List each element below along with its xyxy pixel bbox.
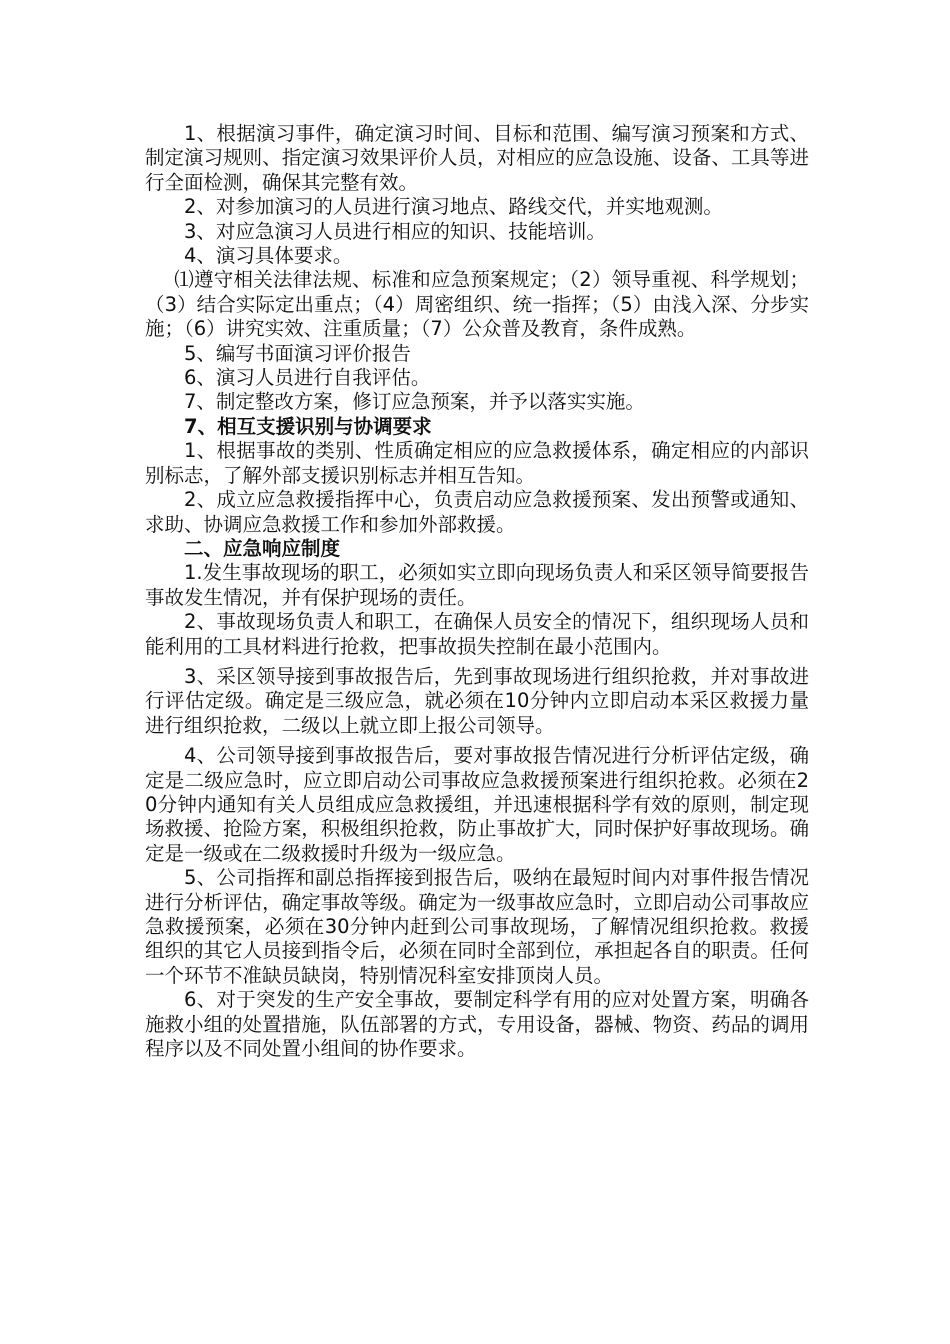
paragraph-17: 5、公司指挥和副总指挥接到报告后，吸纳在最短时间内对事件报告情况进行分析评估，确定事故等级。确定为一级事故应急时，立即启动公司事故应急救援预案，必须在30分钟内赶到公司事故现场，了解情况组织抢救。救援组织的其它人员接到指令后，必须在同时全部到位，承担起各自的职责。任何一个环节不准缺员缺岗，特别情况科室安排顶岗人员。 bbox=[145, 866, 809, 987]
paragraph-6: 5、编写书面演习评价报告 bbox=[184, 341, 411, 365]
paragraph-11: 2、成立应急救援指挥中心，负责启动应急救援预案、发出预警或通知、求助、协调应急救援工作和参加外部救援。 bbox=[145, 488, 809, 536]
document-page bbox=[145, 122, 809, 1061]
paragraph-2: 2、对参加演习的人员进行演习地点、路线交代，并实地观测。 bbox=[184, 195, 723, 219]
paragraph-14: 2、事故现场负责人和职工，在确保人员安全的情况下，组织现场人员和能利用的工具材料进行抢救，把事故损失控制在最小范围内。 bbox=[145, 610, 809, 658]
paragraph-8: 7、制定整改方案，修订应急预案，并予以落实实施。 bbox=[184, 390, 645, 414]
paragraph-7: 6、演习人员进行自我评估。 bbox=[184, 366, 431, 390]
paragraph-16: 4、公司领导接到事故报告后，要对事故报告情况进行分析评估定级，确定是二级应急时，应立即启动公司事故应急救援预案进行组织抢救。必须在20分钟内通知有关人员组成应急救援组，并迅速根据科学有效的原则，制定现场救援、抢险方案，积极组织抢救，防止事故扩大，同时保护好事故现场。确定是一级或在二级救援时升级为一级应急。 bbox=[145, 744, 809, 865]
paragraph-18: 6、对于突发的生产安全事故，要制定科学有用的应对处置方案，明确各施救小组的处置措施，队伍部署的方式，专用设备，器械、物资、药品的调用程序以及不同处置小组间的协作要求。 bbox=[145, 988, 809, 1061]
paragraph-4: 4、演习具体要求。 bbox=[184, 244, 353, 268]
paragraph-3: 3、对应急演习人员进行相应的知识、技能培训。 bbox=[184, 219, 606, 243]
paragraph-15: 3、采区领导接到事故报告后，先到事故现场进行组织抢救，并对事故进行评估定级。确定是三级应急，就必须在10分钟内立即启动本采区救援力量进行组织抢救，二级以上就立即上报公司领导。 bbox=[145, 664, 809, 737]
paragraph-13: 1.发生事故现场的职工，必须如实立即向现场负责人和采区领导简要报告事故发生情况，并有保护现场的责任。 bbox=[145, 561, 809, 609]
section-heading-support: 7、相互支援识别与协调要求 bbox=[184, 414, 432, 438]
paragraph-10: 1、根据事故的类别、性质确定相应的应急救援体系，确定相应的内部识别标志，了解外部支援识别标志并相互告知。 bbox=[145, 439, 809, 487]
paragraph-1: 1、根据演习事件，确定演习时间、目标和范围、编写演习预案和方式、制定演习规则、指定演习效果评价人员，对相应的应急设施、设备、工具等进行全面检测，确保其完整有效。 bbox=[145, 122, 809, 194]
section-heading-response: 二、应急响应制度 bbox=[184, 536, 341, 560]
paragraph-5: ⑴遵守相关法律法规、标准和应急预案规定；（2）领导重视、科学规划；（3）结合实际定出重点；（4）周密组织、统一指挥；（5）由浅入深、分步实施；（6）讲究实效、注重质量；（7）公众普及教育，条件成熟。 bbox=[145, 268, 809, 341]
